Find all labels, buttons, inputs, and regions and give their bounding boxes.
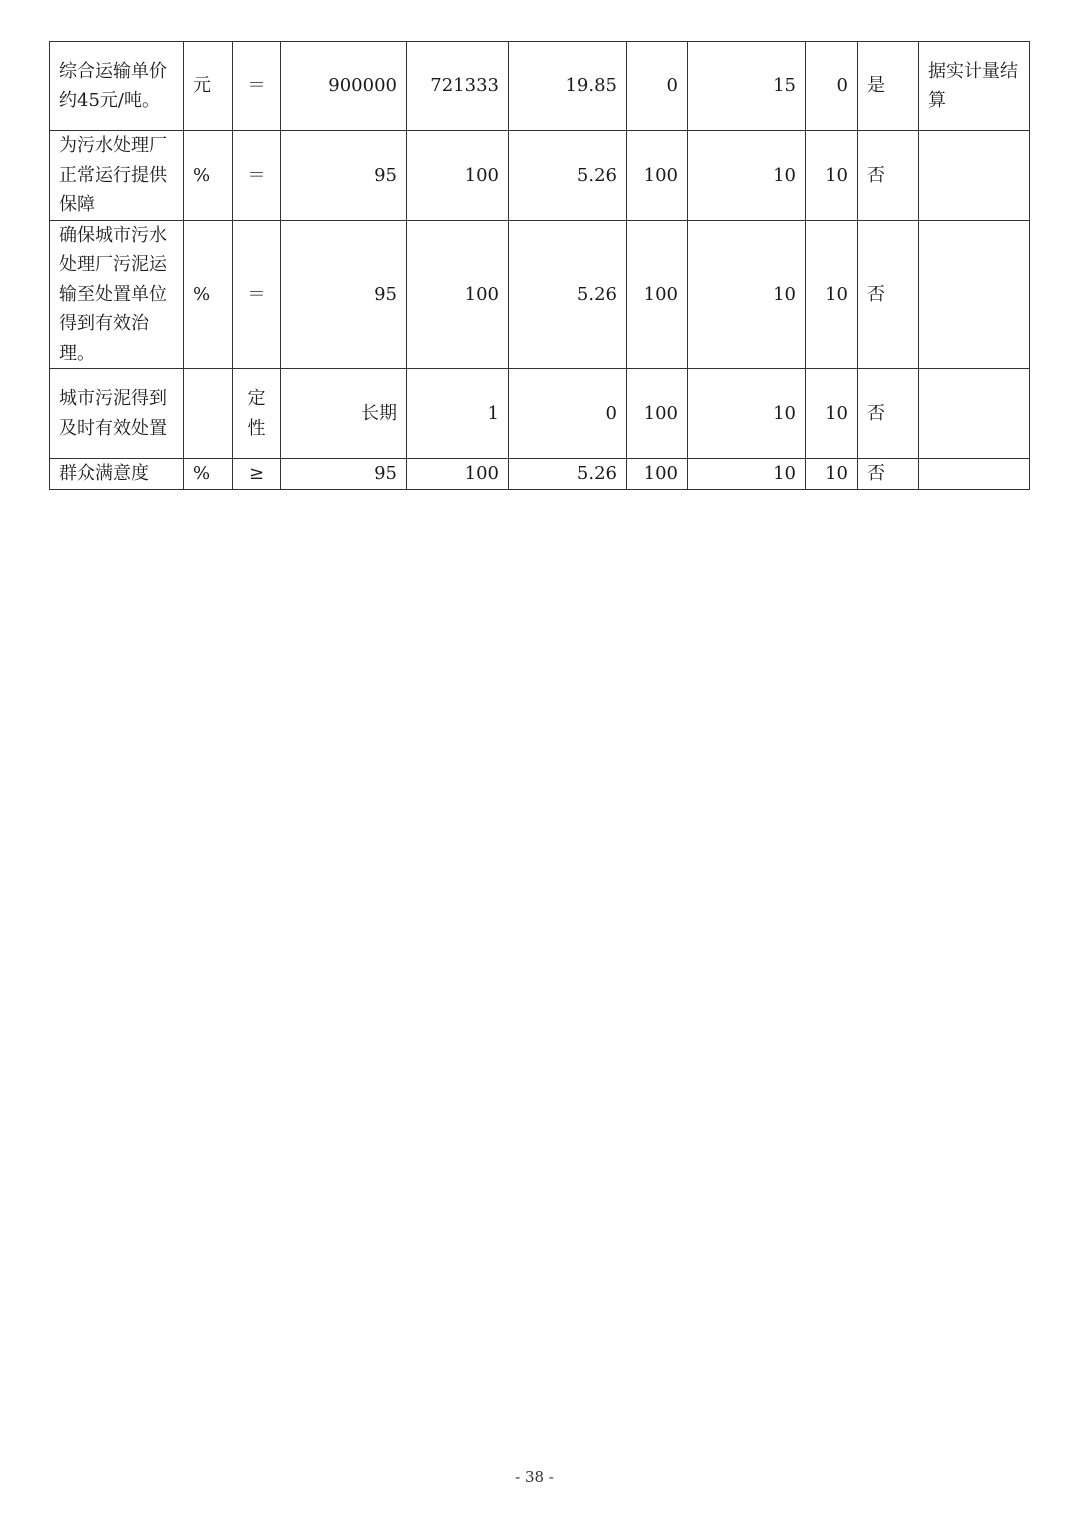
unit-cell: % [184,459,233,490]
value-cell: 100 [627,220,688,369]
indicator-cell: 为污水处理厂正常运行提供保障 [50,131,184,221]
target-value-cell: 95 [281,459,407,490]
value-cell: 15 [688,42,806,131]
remark-cell [919,220,1030,369]
table-row [50,220,1030,369]
value-cell: 10 [688,220,806,369]
unit-cell: 元 [184,42,233,131]
table-row [50,131,1030,221]
value-cell: 10 [806,131,858,221]
unit-cell: % [184,220,233,369]
actual-value-cell: 100 [407,131,509,221]
value-cell: 19.85 [509,42,627,131]
target-value-cell: 95 [281,131,407,221]
value-cell: 10 [688,369,806,459]
actual-value-cell: 100 [407,220,509,369]
actual-value-cell: 100 [407,459,509,490]
table-row [50,459,1030,490]
operator-cell: ＝ [233,131,281,221]
table-row [50,42,1030,131]
remark-cell: 据实计量结算 [919,42,1030,131]
indicator-cell: 综合运输单价约45元/吨。 [50,42,184,131]
target-value-cell: 长期 [281,369,407,459]
value-cell: 0 [509,369,627,459]
page-number: - 38 - [515,1468,554,1486]
unit-cell: % [184,131,233,221]
remark-cell [919,459,1030,490]
flag-cell: 否 [858,459,919,490]
target-value-cell: 900000 [281,42,407,131]
remark-cell [919,131,1030,221]
value-cell: 5.26 [509,131,627,221]
value-cell: 5.26 [509,459,627,490]
actual-value-cell: 721333 [407,42,509,131]
flag-cell: 否 [858,369,919,459]
flag-cell: 是 [858,42,919,131]
remark-cell [919,369,1030,459]
target-value-cell: 95 [281,220,407,369]
actual-value-cell: 1 [407,369,509,459]
value-cell: 0 [627,42,688,131]
value-cell: 10 [806,369,858,459]
indicator-cell: 群众满意度 [50,459,184,490]
indicator-cell: 城市污泥得到及时有效处置 [50,369,184,459]
value-cell: 5.26 [509,220,627,369]
value-cell: 10 [688,459,806,490]
value-cell: 100 [627,131,688,221]
operator-cell: 定性 [233,369,281,459]
performance-indicator-table [49,41,1030,490]
flag-cell: 否 [858,220,919,369]
value-cell: 10 [806,459,858,490]
operator-cell: ≥ [233,459,281,490]
unit-cell [184,369,233,459]
value-cell: 0 [806,42,858,131]
value-cell: 10 [806,220,858,369]
value-cell: 100 [627,369,688,459]
value-cell: 100 [627,459,688,490]
value-cell: 10 [688,131,806,221]
operator-cell: ＝ [233,42,281,131]
table-row [50,369,1030,459]
flag-cell: 否 [858,131,919,221]
operator-cell: ＝ [233,220,281,369]
indicator-cell: 确保城市污水处理厂污泥运输至处置单位得到有效治理。 [50,220,184,369]
